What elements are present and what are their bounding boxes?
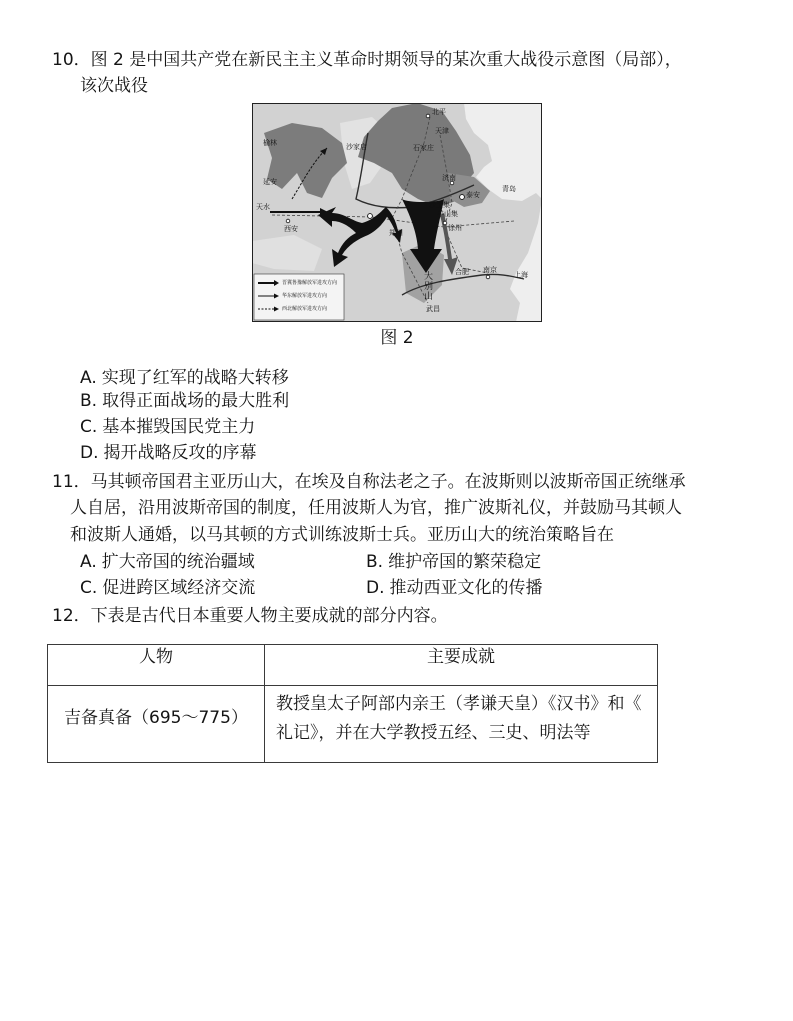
q11-option-a[interactable] xyxy=(80,552,255,572)
option-text: 基本摧毁国民党主力 xyxy=(102,417,256,437)
city-marker-beiping xyxy=(426,114,430,118)
table-cell-achievement xyxy=(265,686,658,763)
option-letter: C. xyxy=(80,417,98,437)
achievement-line: 教授皇太子阿部内亲王（孝谦天皇）《汉书》和《 xyxy=(276,694,642,714)
column-header-person: 人物 xyxy=(48,645,265,686)
column-header-achievement: 主要成就 xyxy=(265,645,658,686)
achievement-line: 礼记》，并在大学教授五经、三史、明法等 xyxy=(276,723,591,743)
question-number: 11． xyxy=(52,472,91,492)
option-text: 揭开战略反攻的序幕 xyxy=(103,443,257,463)
battle-map-graphic xyxy=(252,103,542,322)
map-label-yangshanji: 羊山集 xyxy=(437,210,458,218)
q10-stem-line-2: 该次战役 xyxy=(80,76,148,96)
map-label-shijiazhuang: 石家庄 xyxy=(413,144,434,152)
map-label-zhengzhou: 郑州 xyxy=(389,229,403,237)
q10-stem-line-1 xyxy=(52,50,682,70)
city-marker-zhengzhou xyxy=(368,214,373,219)
table-header-row xyxy=(48,645,658,686)
option-text: 取得正面战场的最大胜利 xyxy=(102,391,290,411)
city-marker-nanjing xyxy=(486,275,490,279)
map-label-jinan: 济南 xyxy=(442,174,456,182)
map-label-hefei: 合肥 xyxy=(455,268,469,276)
q11-stem-text: 马其顿帝国君主亚历山大，在埃及自称法老之子。在波斯则以波斯帝国正统继承 xyxy=(90,472,686,492)
map-label-dabieshan: 大别山 xyxy=(422,271,432,301)
map-label-xuzhou: 徐州 xyxy=(448,224,462,232)
option-letter: B. xyxy=(366,552,384,572)
option-letter: C. xyxy=(80,578,98,598)
map-label-yanan: 延安 xyxy=(263,178,277,186)
map-label-shatuji: 沙土集 xyxy=(429,201,450,209)
legend-label-jinjiluyu: 晋冀鲁豫解放军进攻方向 xyxy=(282,280,338,286)
city-marker-xian xyxy=(286,219,290,223)
q11-stem-line-2: 人自居，沿用波斯帝国的制度，任用波斯人为官，推广波斯礼仪，并鼓励马其顿人 xyxy=(70,498,682,518)
option-letter: A. xyxy=(80,552,97,572)
option-text: 促进跨区域经济交流 xyxy=(102,578,256,598)
q10-stem-text: 图 2 是中国共产党在新民主主义革命时期领导的某次重大战役示意图（局部）， xyxy=(90,50,682,70)
figure-caption: 图 2 xyxy=(380,328,414,348)
legend-label-huadong: 华东解放军进攻方向 xyxy=(282,293,328,299)
option-letter: B. xyxy=(80,391,98,411)
city-marker-xuzhou xyxy=(443,221,447,225)
option-letter: D. xyxy=(366,578,385,598)
map-label-xian: 西安 xyxy=(284,225,298,233)
map-label-taian: 泰安 xyxy=(466,191,480,199)
q11-stem-line-1 xyxy=(52,472,686,492)
map-label-beiping: 北平 xyxy=(432,108,446,116)
map-label-nanjing: 南京 xyxy=(483,266,497,274)
option-text: 维护帝国的繁荣稳定 xyxy=(388,552,542,572)
q11-stem-line-3: 和波斯人通婚，以马其顿的方式训练波斯士兵。亚历山大的统治策略旨在 xyxy=(70,525,614,545)
legend-label-xibei: 西北解放军进攻方向 xyxy=(282,306,328,312)
map-label-tianshui: 天水 xyxy=(256,203,270,211)
q10-option-d[interactable] xyxy=(80,443,257,463)
q10-option-b[interactable] xyxy=(80,391,289,411)
q11-option-c[interactable] xyxy=(80,578,255,598)
option-letter: A. xyxy=(80,368,97,388)
option-text: 扩大帝国的统治疆域 xyxy=(101,552,255,572)
q11-option-d[interactable] xyxy=(366,578,543,598)
q10-option-c[interactable] xyxy=(80,417,255,437)
battle-map-figure xyxy=(252,103,542,322)
question-number: 12． xyxy=(52,606,91,626)
table-cell-person: 吉备真备（695～775） xyxy=(48,686,265,763)
q12-stem-text: 下表是古代日本重要人物主要成就的部分内容。 xyxy=(90,606,448,626)
question-number: 10． xyxy=(52,50,91,70)
option-letter: D. xyxy=(80,443,99,463)
q12-stem-line-1 xyxy=(52,606,448,626)
map-label-qingdao: 青岛 xyxy=(502,185,516,193)
option-text: 实现了红军的战略大转移 xyxy=(101,368,289,388)
q10-option-a[interactable] xyxy=(80,368,289,388)
option-text: 推动西亚文化的传播 xyxy=(389,578,543,598)
map-label-yulin: 榆林 xyxy=(263,139,277,147)
map-label-shanghai: 上海 xyxy=(514,271,528,279)
map-label-shajiadian: 沙家店 xyxy=(346,143,367,151)
city-marker-taian xyxy=(460,195,465,200)
map-label-wuchang: 武昌 xyxy=(426,305,440,313)
q11-option-b[interactable] xyxy=(366,552,541,572)
achievements-table xyxy=(47,644,658,763)
map-label-tianjin: 天津 xyxy=(435,127,449,135)
table-row xyxy=(48,686,658,763)
